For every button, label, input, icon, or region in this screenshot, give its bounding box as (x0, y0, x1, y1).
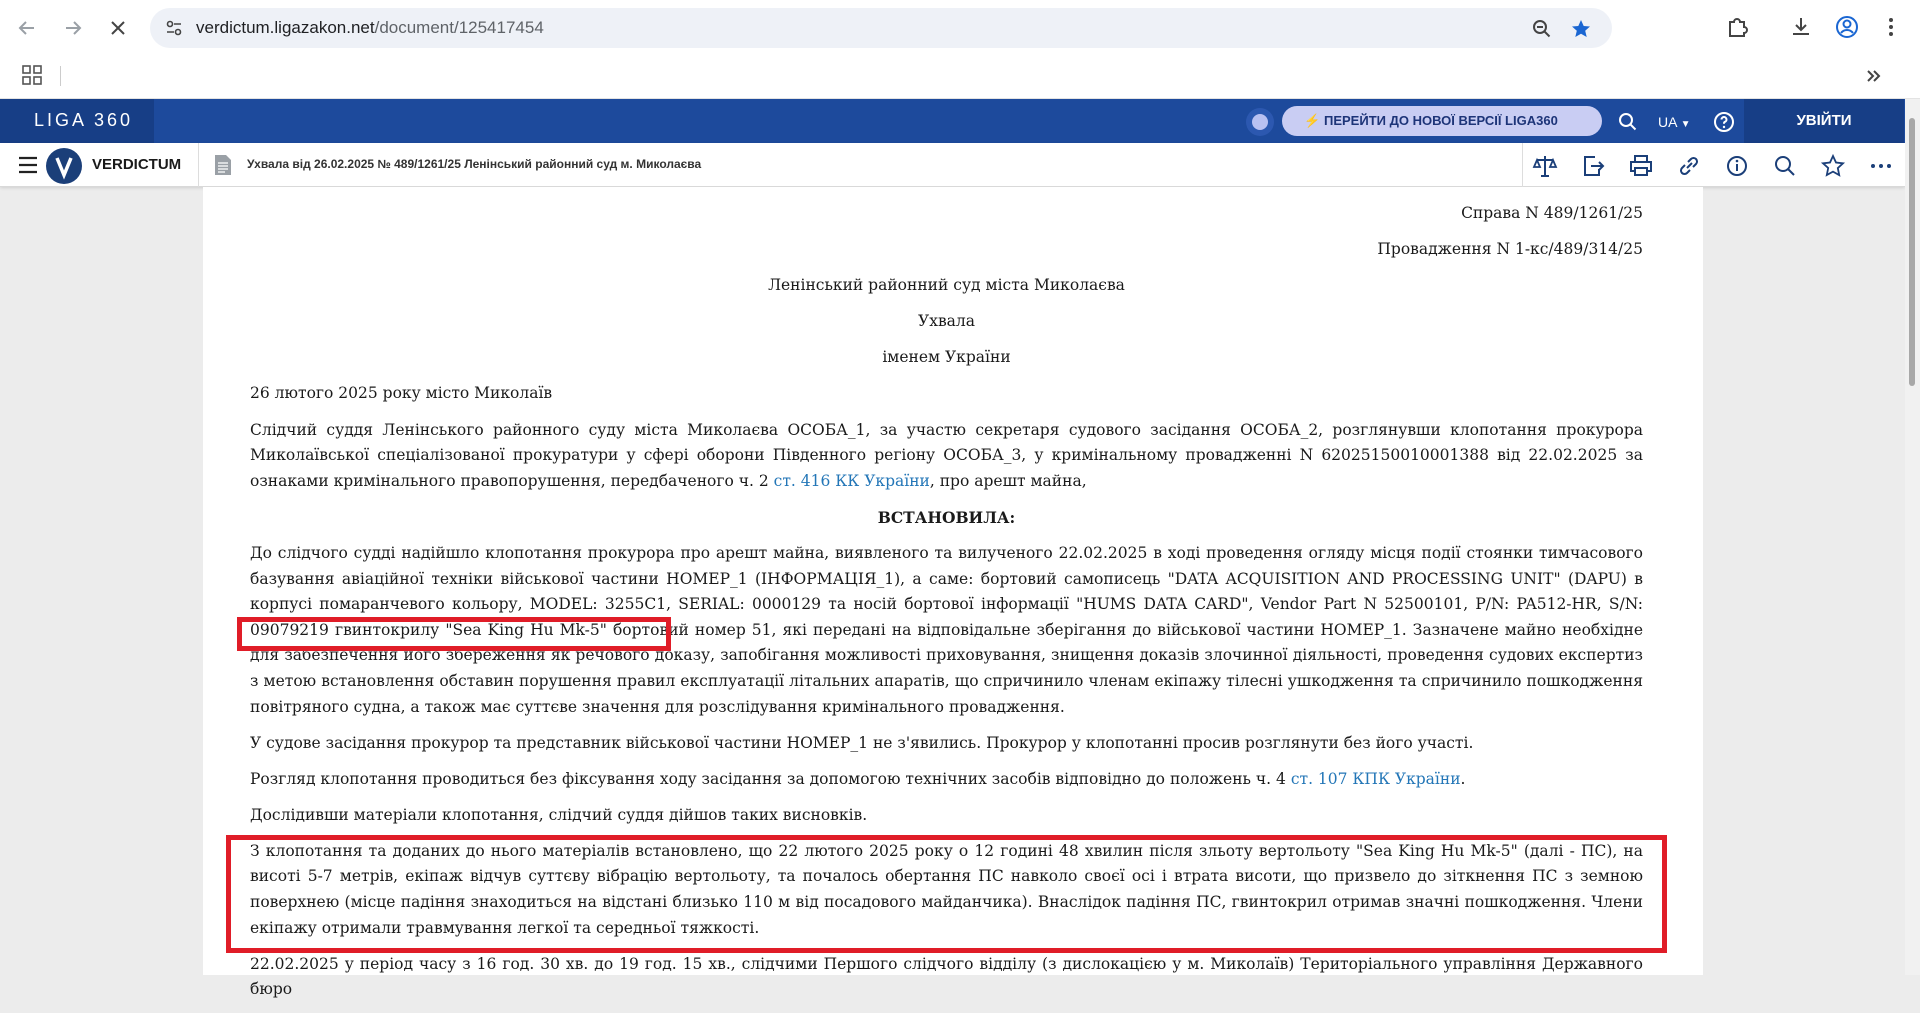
menu-dots-icon[interactable] (1878, 14, 1904, 40)
verdictum-logo[interactable] (46, 148, 82, 184)
print-icon[interactable] (1628, 153, 1654, 179)
highlight-box-helicopter (237, 617, 671, 651)
scales-icon[interactable] (1532, 153, 1558, 179)
favorite-star-icon[interactable] (1820, 153, 1846, 179)
address-bar[interactable] (150, 8, 1612, 48)
browser-toolbar (0, 0, 1920, 54)
paragraph-conclusions: Дослідивши матеріали клопотання, слідчий суддя дійшов таких висновків. (250, 805, 868, 824)
hamburger-menu-icon[interactable] (18, 156, 38, 174)
help-icon[interactable] (1712, 110, 1736, 134)
law-link-cc-416[interactable]: ст. 416 КК України (773, 471, 930, 490)
stop-loading-button[interactable] (104, 14, 132, 42)
paragraph-recording: Розгляд клопотання проводиться без фіксування ходу засідання за допомогою технічних засобів відповідно до положень ч. 4 ст. 107 КПК України. (250, 769, 1466, 788)
toolbar-divider (1522, 143, 1523, 187)
forward-arrow-icon (59, 14, 87, 42)
url-text: verdictum.ligazakon.net/document/125417454 (196, 18, 544, 37)
language-select[interactable]: UA ▼ (1658, 114, 1691, 130)
search-icon[interactable] (1772, 153, 1798, 179)
close-icon (104, 14, 132, 42)
more-dots-icon[interactable] (1868, 153, 1894, 179)
verdictum-v-icon (46, 148, 82, 184)
document-type: Ухвала (918, 312, 975, 331)
search-icon[interactable] (1616, 110, 1640, 134)
paragraph-attendance: У судове засідання прокурор та представник військової частини НОМЕР_1 не з'явились. Прокурор у клопотанні просив розглянути без його участі. (250, 733, 1474, 752)
apps-grid-icon[interactable] (21, 64, 43, 86)
scrollbar-thumb[interactable] (1909, 118, 1915, 386)
paragraph-intro: Слідчий суддя Ленінського районного суду міста Миколаєва ОСОБА_1, за участю секретаря судового засідання ОСОБА_2, розглянувши клопотання прокурора Миколаївської спеціалізованої прокуратури у сфері оборони Південного регіону ОСОБА_3, у кримінальному провадженні N 62025150010001388 від 22.02.2025 за ознаками кримінального правопорушення, передбаченого ч. 2 ст. 416 КК України, про арешт майна, (250, 420, 1643, 490)
document-title: Ухвала від 26.02.2025 № 489/1261/25 Ленінський районний суд м. Миколаєва (247, 157, 702, 171)
verdictum-brand: VERDICTUM (92, 156, 182, 173)
paragraph-investigation: 22.02.2025 у період часу з 16 год. 30 хв. до 19 год. 15 хв., слідчими Першого слідчого відділу (з дислокацією у м. Миколаїв) Територіального управління Державного бюро (250, 954, 1643, 999)
in-name-of: іменем України (882, 348, 1011, 367)
back-button[interactable] (13, 14, 41, 42)
liga-logo-block[interactable] (0, 99, 154, 143)
download-icon[interactable] (1788, 14, 1814, 40)
highlight-box-incident (226, 835, 1667, 953)
lightning-icon: ⚡ (1304, 113, 1321, 128)
proceeding-number: Провадження N 1-кс/489/314/25 (1377, 240, 1643, 259)
date-place: 26 лютого 2025 року місто Миколаїв (250, 384, 553, 403)
export-icon[interactable] (1580, 153, 1606, 179)
extensions-icon[interactable] (1724, 14, 1750, 40)
bookmark-star-icon[interactable] (1570, 18, 1592, 40)
case-number: Справа N 489/1261/25 (1461, 204, 1643, 222)
forward-button[interactable] (59, 14, 87, 42)
zoom-icon[interactable] (1531, 18, 1553, 40)
caret-down-icon: ▼ (1680, 119, 1691, 130)
bookmarks-bar (0, 54, 1920, 99)
site-info-icon[interactable] (164, 18, 184, 38)
court-name: Ленінський районний суд міста Миколаєва (768, 276, 1125, 295)
document-icon (214, 154, 232, 176)
back-arrow-icon (13, 14, 41, 42)
paragraph-incident: З клопотання та доданих до нього матеріалів встановлено, що 22 лютого 2025 року о 12 годині 48 хвилин після зльоту вертольоту "Sea King Hu Mk-5" (далі - ПС), на висоті 5-7 метрів, екіпаж відчув суттєву вібрацію вертольоту, та почалось обертання ПС навколо своєї осі і втрата висоти, що призвело до зіткнення ПС з земною поверхнею (місце падіння знаходиться на відстані близько 110 м від посадового майданчика). Внаслідок падіння ПС, гвинтокрил отримав значні пошкодження. Члени екіпажу отримали травмування легкої та середньої тяжкості. (250, 841, 1643, 937)
info-icon[interactable] (1724, 153, 1750, 179)
toolbar-divider (198, 143, 199, 187)
bookmarks-divider (60, 66, 61, 86)
law-link-cpc-107[interactable]: ст. 107 КПК України (1290, 769, 1461, 788)
new-version-button[interactable]: ⚡ ПЕРЕЙТИ ДО НОВОЇ ВЕРСІЇ LIGA360 (1282, 106, 1602, 136)
link-icon[interactable] (1676, 153, 1702, 179)
paragraph-petition: До слідчого судді надійшло клопотання прокурора про арешт майна, виявленого та вилученого 22.02.2025 в ході проведення огляду місця події стоянки тимчасового базування авіаційної техніки військової частини НОМЕР_1 (ІНФОРМАЦІЯ_1), а саме: бортовий самописець "DATA ACQUISITION AND PROCESSING UNIT" (DAPU) в корпусі помаранчевого кольору, MODEL: 3255C1, SERIAL: 0000129 та носій бортової інформації "HUMS DATA CARD", Vendor Part N 52500101, P/N: PA512-HR, S/N: 09079219 гвинтокрилу "Sea King Hu Mk-5" бортовий номер 51, які передані на відповідальне зберігання до військової частини НОМЕР_1. Зазначене майно необхідне для забезпечення його збереження як речового доказу, запобігання можливості приховування, знищення доказів злочинної діяльності, проведення судових експертиз з метою встановлення обставин порушення правил експлуатації літальних апаратів, що спричинило членам екіпажу тілесні ушкодження та спричинило пошкодження повітряного судна, а також має суттєве значення для розслідування кримінального провадження. (250, 543, 1643, 716)
liga-logo: LIGA 360 (34, 110, 134, 130)
login-button[interactable]: УВІЙТИ (1744, 99, 1904, 143)
promo-toggle[interactable] (1246, 108, 1274, 136)
established-heading: ВСТАНОВИЛА: (877, 507, 1016, 527)
profile-icon[interactable] (1834, 14, 1860, 40)
chevron-double-right-icon[interactable] (1864, 66, 1884, 86)
